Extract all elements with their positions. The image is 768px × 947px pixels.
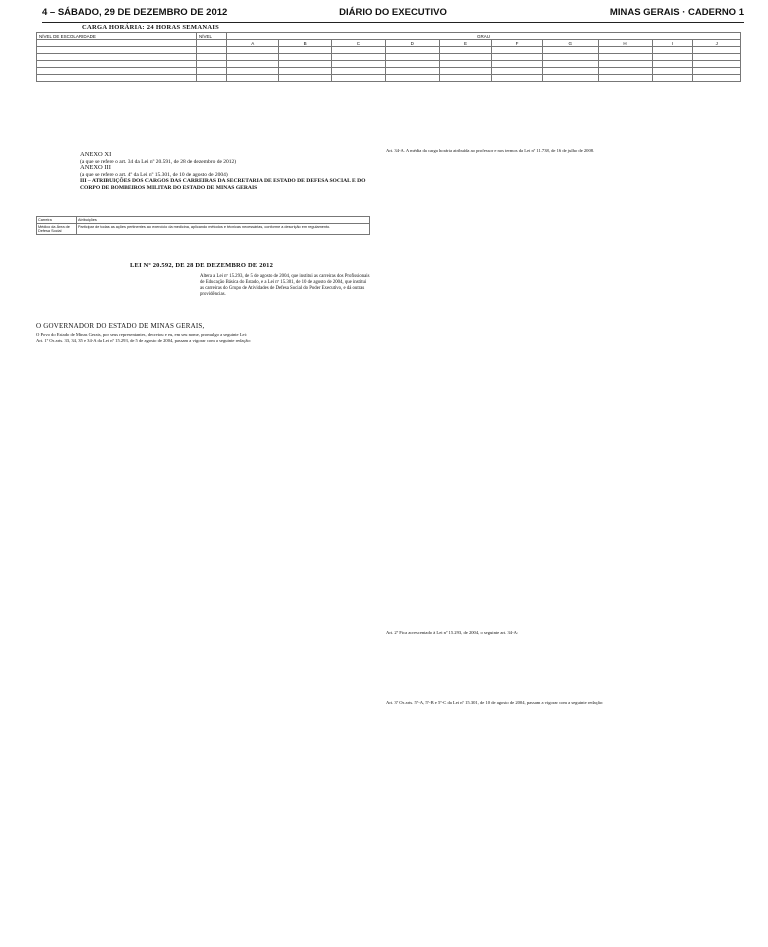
art-3: Art. 3º Os arts. 5º-A, 5º-B e 5º-C da Lei nº 15.301, de 10 de agosto de 2004, passam a vigorar com a seguinte redação:: [386, 700, 604, 705]
left-column-text: [36, 332, 370, 344]
table-title: CARGA HORÁRIA: 24 HORAS SEMANAIS: [82, 24, 220, 31]
art-2: Art. 2º Fica acrescentado à Lei nº 15.293, de 2004, o seguinte art. 34-A:: [386, 630, 519, 635]
grade-header-h: H: [598, 40, 652, 47]
table-row: [37, 75, 741, 82]
anexo-subtitle: ANEXO III: [80, 164, 111, 172]
anexo-ref: (a que se refere o art. 34 da Lei nº 20.591, de 28 de dezembro de 2012): [80, 158, 237, 165]
art-1: Art. 1º Os arts. 33, 34, 35 e 34-A da Lei nº 15.293, de 5 de agosto de 2004, passam a vigorar com a seguinte redação:: [36, 337, 252, 343]
grade-header-j: J: [693, 40, 741, 47]
lei-ementa: Altera a Lei nº 15.293, de 5 de agosto de 2004, que institui as carreiras dos Profissionais de Educação Básica do Estado, e a Lei nº 15.301, de 10 de agosto de 2004, que institui as carreiras do Grupo de Atividades de Defesa Social do Poder Executivo, e dá outras providências.: [200, 274, 370, 297]
grade-header-g: G: [542, 40, 598, 47]
newspaper-title: DIÁRIO DO EXECUTIVO: [339, 7, 447, 18]
col-attr-header: Atribuições: [77, 217, 370, 224]
table-row: [37, 47, 741, 54]
col-cargo-header: Carreira: [37, 217, 77, 224]
page-date: 4 – SÁBADO, 29 DE DEZEMBRO DE 2012: [42, 7, 228, 18]
preamble: O Povo do Estado de Minas Gerais, por seus representantes, decretou e eu, em seu nome, promulgo a seguinte Lei:: [36, 332, 248, 337]
attributions-table: [36, 216, 370, 235]
lei-title: LEI Nº 20.592, DE 28 DE DEZEMBRO DE 2012: [130, 262, 274, 269]
grade-header-a: A: [227, 40, 279, 47]
col-level-header: NÍVEL DE ESCOLARIDADE: [37, 33, 197, 40]
grade-header-b: B: [279, 40, 331, 47]
col-nivel-header: NÍVEL: [197, 33, 227, 40]
attr-cell: Participar de todas as ações pertinentes ao exercício da medicina, aplicando métodos e técnicas necessárias, conforme a descrição em regulamento.: [77, 224, 370, 235]
right-column-text-3: [386, 700, 741, 706]
grade-header-c: C: [331, 40, 385, 47]
page-header: [42, 5, 744, 23]
cargo-cell: Médico da Área de Defesa Social: [37, 224, 77, 235]
table-row: [37, 54, 741, 61]
table-row: [37, 61, 741, 68]
grade-header-i: I: [652, 40, 693, 47]
grade-header-row: [37, 40, 741, 47]
governor-heading: O GOVERNADOR DO ESTADO DE MINAS GERAIS,: [36, 322, 205, 330]
grade-header-f: F: [492, 40, 543, 47]
salary-table: [36, 32, 741, 82]
grade-header-e: E: [439, 40, 491, 47]
anexo-ref2: (a que se refere o art. 4º da Lei nº 15.301, de 10 de agosto de 2004): [80, 171, 228, 178]
anexo-title: ANEXO XI: [80, 151, 112, 158]
anexo-caps-heading: III – ATRIBUIÇÕES DOS CARGOS DAS CARREIRAS DA SECRETARIA DE ESTADO DE DEFESA SOCIAL E DO CORPO DE BOMBEIROS MILITAR DO ESTADO DE MINAS GERAIS: [80, 178, 366, 191]
grade-header-d: D: [385, 40, 439, 47]
right-column-text-2: [386, 630, 741, 636]
col-grau-header: GRAU: [227, 33, 741, 40]
right-column-text: [386, 148, 741, 154]
section-title: MINAS GERAIS · CADERNO 1: [609, 7, 744, 18]
anexo-block: [80, 152, 370, 192]
art-34-a: Art. 34-A. A média da carga horária atribuída ao professor e nos termos da Lei nº 11.738, de 16 de julho de 2008.: [386, 148, 595, 153]
table-row: [37, 68, 741, 75]
